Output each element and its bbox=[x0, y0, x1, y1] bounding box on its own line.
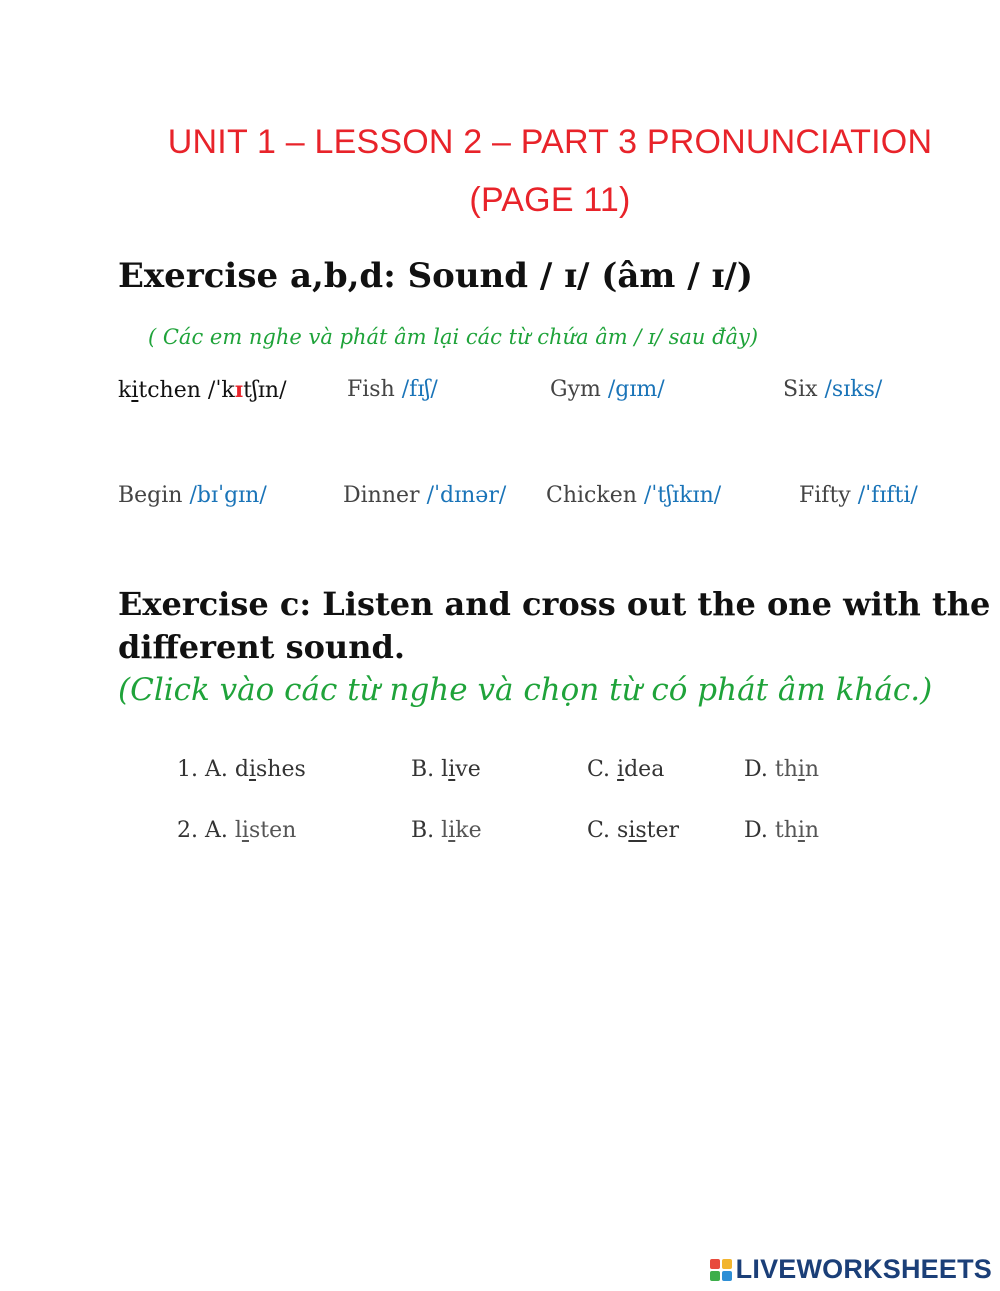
liveworksheets-logo[interactable] bbox=[710, 1254, 992, 1285]
exercise-c-heading-line2: different sound. bbox=[118, 628, 405, 666]
word-chicken[interactable]: Chicken /ˈtʃɪkɪn/ bbox=[546, 483, 722, 508]
page-subtitle: (PAGE 11) bbox=[469, 181, 631, 219]
logo-square-3 bbox=[710, 1271, 720, 1281]
logo-square-4 bbox=[722, 1271, 732, 1281]
q2-option-b[interactable]: B. like bbox=[411, 818, 482, 843]
logo-square-1 bbox=[710, 1259, 720, 1269]
word-six[interactable]: Six /sɪks/ bbox=[783, 377, 883, 402]
word-gym[interactable]: Gym /gɪm/ bbox=[550, 377, 665, 402]
q1-option-d[interactable]: D. thin bbox=[744, 757, 820, 782]
q2-option-a[interactable]: 2. A. listen bbox=[177, 818, 297, 843]
q2-option-d[interactable]: D. thin bbox=[744, 818, 820, 843]
q1-option-b[interactable]: B. live bbox=[411, 757, 481, 782]
word-begin[interactable]: Begin /bɪˈgɪn/ bbox=[118, 483, 267, 508]
logo-square-2 bbox=[722, 1259, 732, 1269]
exercise-c-heading-line1: Exercise c: Listen and cross out the one with the bbox=[118, 585, 991, 623]
liveworksheets-logo-icon bbox=[710, 1259, 732, 1281]
exercise-abd-heading: Exercise a,b,d: Sound / ɪ/ (âm / ɪ/) bbox=[118, 256, 753, 296]
page-title: UNIT 1 – LESSON 2 – PART 3 PRONUNCIATION bbox=[167, 123, 933, 161]
word-fish[interactable]: Fish /fɪʃ/ bbox=[347, 377, 438, 402]
liveworksheets-brand-text: LIVEWORKSHEETS bbox=[735, 1254, 992, 1284]
exercise-c-instruction: (Click vào các từ nghe và chọn từ có phát âm khác.) bbox=[118, 672, 933, 708]
q1-option-c[interactable]: C. idea bbox=[587, 757, 665, 782]
exercise-abd-instruction: ( Các em nghe và phát âm lại các từ chứa âm / ɪ/ sau đây) bbox=[148, 325, 759, 349]
q2-number: 2. A. bbox=[177, 818, 228, 843]
q1-number: 1. A. bbox=[177, 757, 228, 782]
word-kitchen[interactable]: kitchen /ˈkɪtʃɪn/ bbox=[118, 377, 287, 403]
q2-option-c[interactable]: C. sister bbox=[587, 818, 680, 843]
word-dinner[interactable]: Dinner /ˈdɪnər/ bbox=[343, 483, 507, 508]
word-fifty[interactable]: Fifty /ˈfɪfti/ bbox=[799, 483, 918, 508]
q1-option-a[interactable]: 1. A. dishes bbox=[177, 757, 306, 782]
